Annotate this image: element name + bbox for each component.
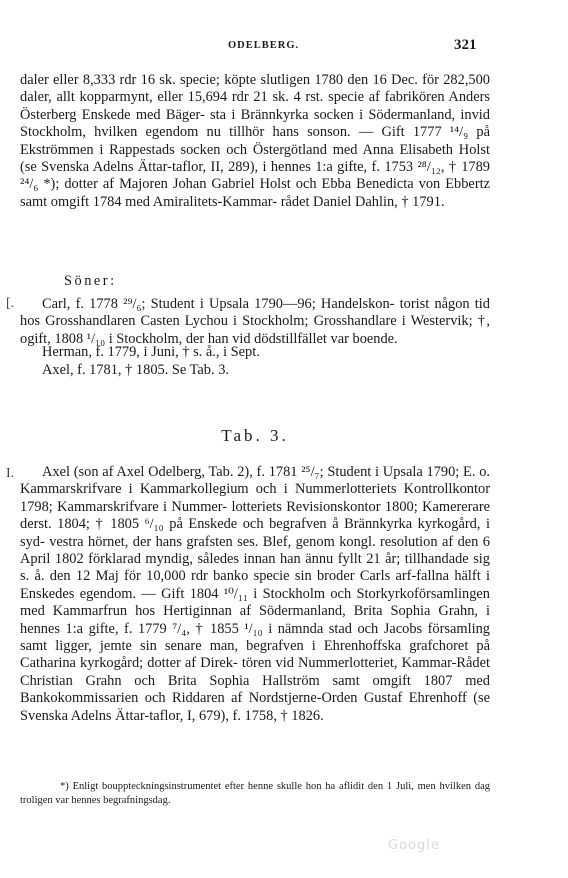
footnote	[20, 780, 490, 808]
running-head: ODELBERG.	[228, 40, 300, 51]
entry-axel-son-text: Axel, f. 1781, † 1805. Se Tab. 3.	[42, 362, 229, 378]
sons-heading: Söner:	[64, 273, 117, 289]
table-title: Tab. 3.	[221, 426, 289, 445]
page-header	[0, 38, 568, 56]
entry-carl	[20, 296, 490, 348]
footnote-text: *) Enligt bouppteckningsinstrumentet efter henne skulle hon ha aflidit den 1 Juli, men hvilken dag troligen var hennes begrafningsdag.	[20, 781, 490, 806]
paragraph-text: daler eller 8,333 rdr 16 sk. specie; köpte slutligen 1780 den 16 Dec. för 282,500 daler, allt kopparmynt, eller 15,694 rdr 21 sk. 4 rst. specie af fabrikören Anders Österberg Enskede med Bäger- sta i Brännkyrka socken i Södermanland, invid Stockholm, hvilken egendom nu tillhör hans sonson. — Gift 1777 ¹⁴/₉ på Ekströmmen i Rappestads socken och Östergötland med Anna Elisabeth Holst (se Svenska Adelns Ättar-taflor, II, 289), i hennes 1:a gifte, f. 1753 ²⁸/₁₂, † 1789 ²⁴/₆ *); dotter af Majoren Johan Gabriel Holst och Ebba Benedicta von Ebbertz samt omgift 1784 med Amiralitets-Kammar- rådet Daniel Dahlin, † 1791.	[20, 72, 490, 210]
google-watermark: Google	[388, 838, 440, 853]
margin-mark-axel: I.	[6, 466, 15, 481]
entry-axel-main	[20, 464, 490, 725]
paragraph-estate-marriage	[20, 72, 490, 211]
entry-axel-son	[20, 362, 490, 379]
entry-carl-text: Carl, f. 1778 ²⁹/₆; Student i Upsala 1790—96; Handelskon- torist någon tid hos Grosshandlaren Casten Lychou i Stockholm; Grosshandlare i Westervik; †, ogift, 1808 ¹/₁₀ i Stockholm, der han vid dödstillfället var boende.	[20, 296, 490, 347]
margin-mark-carl: [.	[6, 296, 15, 311]
page-number: 321	[454, 37, 477, 53]
entry-axel-main-text: Axel (son af Axel Odelberg, Tab. 2), f. 1781 ²⁵/₇; Student i Upsala 1790; E. o. Kammarskrifvare i Kammarkollegium och i Nummerlotteriets Kontrollkontor 1798; Kammarskrifvare i Nummer- lotteriets Revisionskontor 1800; Kamererare derst. 1804; † 1805 ⁶/₁₀ på Enskede och begrafven å Brännkyrka kyrkogård, i syd- vestra hörnet, der hans grafsten ses. Blef, genom kongl. resolution af den 6 April 1802 förklarad myndig, således innan han ännu fyllt 21 år; tillhandade sig s. å. den 12 Maj för 10,000 rdr banko specie sin broder Carls arf-fallna hälft i Enskedes egendom. — Gift 1804 ¹⁰/₁₁ i Stockholm och Storkyrkoförsamlingen med Kammarfrun hos Hertiginnan af Södermanland, Brita Sophia Grahn, i hennes 1:a gifte, f. 1779 ⁷/₄, † 1855 ¹/₁₀ i nämnda stad och Jacobs församling samt ligger, jemte sin senare man, begrafven i Ehrenhoffska grafchoret på Catharina kyrkogård; dotter af Direk- tören vid Nummerlotteriet, Kammar-Rådet Christian Grahn och Brita Sophia Hallström samt omgift 1807 med Bankokommissarien och Riddaren af Nordstjerne-Orden Gustaf Ehrenhoff (se Svenska Adelns Ättar-taflor, I, 679), f. 1758, † 1826.	[20, 464, 490, 724]
entry-herman	[20, 344, 490, 361]
entry-herman-text: Herman, f. 1779, i Juni, † s. å., i Sept.	[42, 344, 260, 360]
